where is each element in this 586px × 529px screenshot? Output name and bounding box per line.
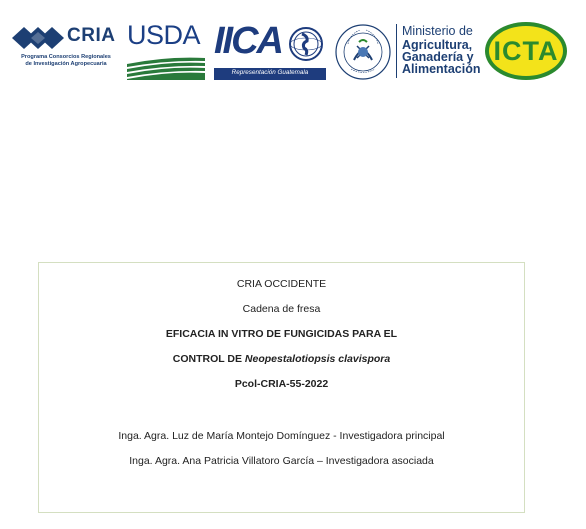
cria-logo [10,22,122,80]
maga-line2: Agricultura, [402,38,473,52]
organization-name: CRIA OCCIDENTE [236,278,327,290]
maga-line3: Ganadería y [402,50,474,64]
document-title-box [38,262,525,513]
iica-logo [214,20,326,82]
icta-wordmark: ICTA [493,36,559,66]
usda-logo [127,20,205,80]
maga-bold-lines [402,39,481,75]
cria-subtitle-line2: de Investigación Agropecuaria [25,61,107,67]
cria-subtitle [10,54,122,68]
author-principal: Inga. Agra. Luz de María Montejo Domínguez - Investigadora principal [118,430,445,442]
author-associate: Inga. Agra. Ana Patricia Villatoro García – Investigadora asociada [129,455,434,467]
usda-wordmark: USDA [127,20,201,50]
logo-header [0,0,586,90]
project-code: Pcol-CRIA-55-2022 [234,378,329,390]
maga-line1: Ministerio de [402,24,473,38]
title-line2-prefix: CONTROL DE [172,353,245,365]
government-seal-logo [334,22,392,82]
usda-field-icon [127,54,205,80]
value-chain: Cadena de fresa [242,303,321,315]
globe-icon [288,26,324,62]
cria-subtitle-line1: Programa Consorcios Regionales [21,54,111,60]
species-name: Neopestalotiopsis clavispora [244,353,391,365]
title-line2 [39,353,524,365]
maga-logo [396,24,482,78]
iica-subtitle: Representación Guatemala [231,69,309,76]
cria-diamonds-icon [10,26,66,52]
icta-logo [483,20,569,82]
iica-wordmark: IICA [214,20,282,62]
maga-divider [396,24,397,78]
cria-wordmark: CRIA [67,25,116,46]
maga-line4: Alimentación [402,62,481,76]
guatemala-seal-icon [334,22,392,82]
title-line1: EFICACIA IN VITRO DE FUNGICIDAS PARA EL [165,328,398,340]
